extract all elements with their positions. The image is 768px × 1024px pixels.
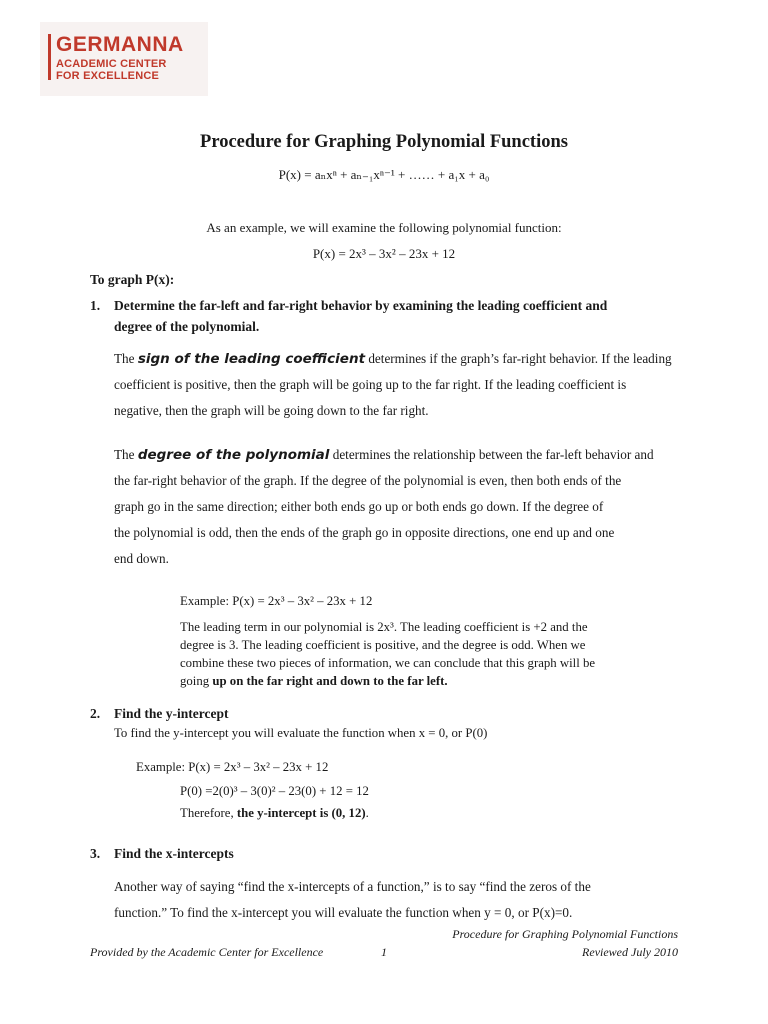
degree-line5: end down. — [114, 551, 169, 566]
para-text: determines the relationship between the far-left behavior and — [332, 447, 654, 462]
para-the: The — [114, 351, 135, 366]
y-intercept-intro: To find the y-intercept you will evaluate the function when x = 0, or P(0) — [114, 726, 488, 740]
step-3-number: 3. — [90, 846, 101, 861]
example-function: P(x) = 2x³ – 3x² – 23x + 12 — [312, 246, 456, 261]
example1-going: going — [180, 674, 210, 688]
intro-text: As an example, we will examine the following polynomial function: — [206, 220, 562, 235]
example1-line2: degree is 3. The leading coefficient is positive, and the degree is odd. When we — [180, 638, 586, 652]
footer-doc-title: Procedure for Graphing Polynomial Functions — [452, 927, 678, 941]
step-2-heading: Find the y-intercept — [114, 706, 229, 721]
period: . — [365, 806, 369, 820]
leading-coefficient-line3: negative, then the graph will be going down to the far right. — [114, 403, 429, 418]
to-graph-heading: To graph P(x): — [90, 272, 175, 287]
example1-conclusion: up on the far right and down to the far left. — [212, 674, 448, 688]
degree-line4: the polynomial is odd, then the ends of the graph go in opposite directions, one end up and one — [114, 525, 615, 540]
leading-coefficient-line2: coefficient is positive, then the graph will be going up to the far right. If the leading coefficient is — [114, 377, 627, 392]
y-intercept-example: Example: P(x) = 2x³ – 3x² – 23x + 12 — [136, 760, 329, 774]
step-1-heading-line1: Determine the far-left and far-right behavior by examining the leading coefficient and — [114, 298, 608, 313]
logo-line2: FOR EXCELLENCE — [56, 70, 160, 82]
para-the: The — [114, 447, 135, 462]
degree-line3: graph go in the same direction; either both ends go up or both ends go down. If the degree of — [114, 499, 604, 514]
degree-line1 — [114, 442, 674, 468]
logo-name: GERMANNA — [56, 33, 184, 56]
x-intercepts-line2: function.” To find the x-intercept you will evaluate the function when y = 0, or P(x)=0. — [114, 905, 573, 920]
example1-line3: combine these two pieces of information, we can conclude that this graph will be — [180, 656, 596, 670]
therefore: Therefore, — [180, 806, 234, 820]
footer-page-number: 1 — [381, 945, 387, 959]
x-intercepts-line1: Another way of saying “find the x-intercepts of a function,” is to say “find the zeros of the — [114, 879, 591, 894]
step-3-heading: Find the x-intercepts — [114, 846, 234, 861]
leading-coefficient-line1 — [114, 346, 674, 372]
footer-reviewed: Reviewed July 2010 — [582, 945, 678, 959]
step-1-number: 1. — [90, 298, 101, 313]
step-1-heading-line2: degree of the polynomial. — [114, 319, 260, 334]
example1-line4 — [180, 672, 448, 690]
example1-label: Example: P(x) = 2x³ – 3x² – 23x + 12 — [180, 594, 373, 608]
y-intercept-conclusion — [180, 804, 369, 822]
step-2-number: 2. — [90, 706, 101, 721]
page-title: Procedure for Graphing Polynomial Functions — [200, 132, 568, 152]
logo-accent-bar — [48, 34, 51, 80]
logo-line1: ACADEMIC CENTER — [56, 58, 167, 70]
degree-line2: the far-right behavior of the graph. If the degree of the polynomial is even, then both ends of the — [114, 473, 622, 488]
leading-coefficient-term: sign of the leading coefficient — [137, 351, 366, 367]
y-intercept-value: the y-intercept is (0, 12) — [236, 806, 366, 820]
para-text: determines if the graph’s far-right behavior. If the leading — [368, 351, 672, 366]
y-intercept-calc: P(0) =2(0)³ – 3(0)² – 23(0) + 12 = 12 — [180, 784, 369, 798]
footer-provided-by: Provided by the Academic Center for Excellence — [90, 945, 324, 959]
degree-term: degree of the polynomial — [137, 447, 330, 463]
example1-line1: The leading term in our polynomial is 2x³. The leading coefficient is +2 and the — [180, 620, 588, 634]
general-form: P(x) = aₙxⁿ + aₙ₋₁xⁿ⁻¹ + …… + a₁x + a₀ — [278, 167, 490, 182]
